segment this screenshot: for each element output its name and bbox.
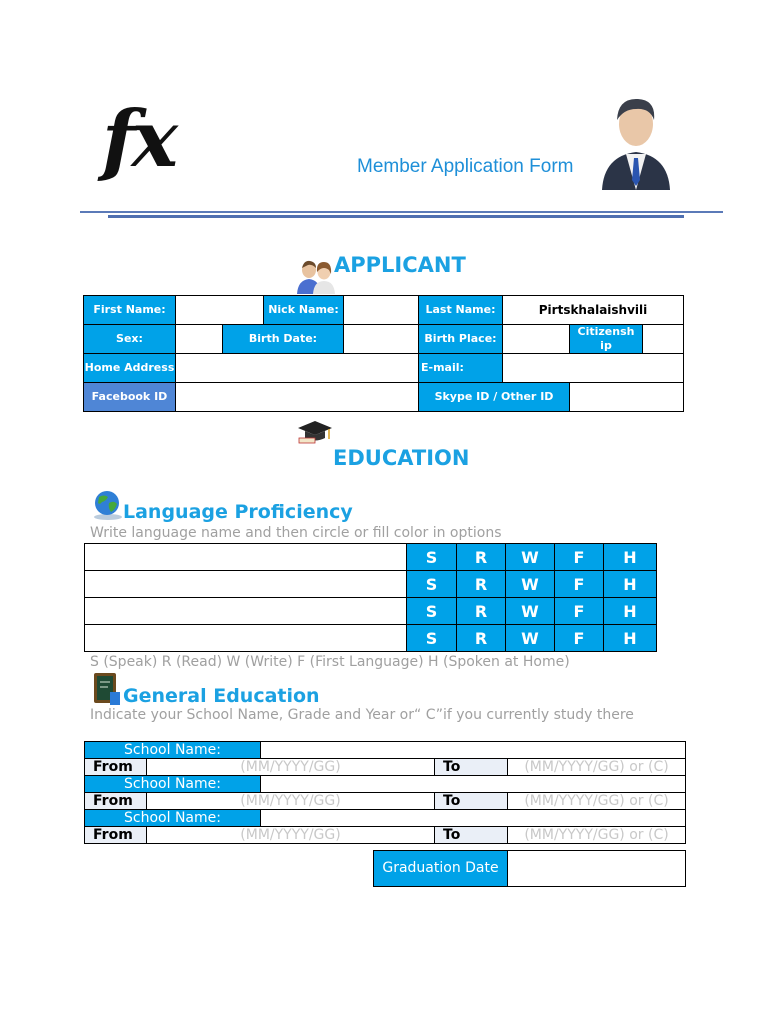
language-name-field[interactable] [85,625,407,652]
option-spoken-at-home[interactable]: H [604,598,657,625]
option-write[interactable]: W [506,625,555,652]
general-education-instruction: Indicate your School Name, Grade and Year or“ C”if you currently study there [90,707,634,723]
language-instruction: Write language name and then circle or fill color in options [90,525,502,541]
header-rule [80,211,723,213]
school-name-field[interactable] [261,742,686,759]
form-title: Member Application Form [357,156,574,177]
language-name-field[interactable] [85,571,407,598]
option-speak[interactable]: S [407,598,457,625]
sex-field[interactable] [176,325,223,354]
graduation-table [373,850,686,887]
citizenship-field[interactable] [643,325,684,354]
option-write[interactable]: W [506,598,555,625]
businessman-icon [596,90,676,190]
option-speak[interactable]: S [407,544,457,571]
first-name-label: First Name: [84,296,176,325]
to-label: To [435,759,508,776]
school-name-label: School Name: [85,776,261,793]
globe-icon [92,490,124,520]
to-label: To [435,827,508,844]
from-date-field[interactable]: (MM/YYYY/GG) [147,827,435,844]
email-field[interactable] [503,354,684,383]
option-first-language[interactable]: F [555,571,604,598]
school-name-field[interactable] [261,810,686,827]
option-write[interactable]: W [506,571,555,598]
graduation-cap-icon [296,418,334,446]
education-heading: EDUCATION [333,446,470,470]
home-address-label: Home Address [84,354,176,383]
language-name-field[interactable] [85,598,407,625]
from-label: From [85,827,147,844]
home-address-field[interactable] [176,354,419,383]
citizenship-label: Citizensh ip [570,325,643,354]
option-speak[interactable]: S [407,571,457,598]
birth-date-label: Birth Date: [223,325,344,354]
option-read[interactable]: R [457,571,506,598]
graduation-date-label: Graduation Date [374,851,508,887]
language-table [84,543,657,652]
facebook-id-field[interactable] [176,383,419,412]
general-education-heading: General Education [123,685,320,707]
birth-place-field[interactable] [503,325,570,354]
education-table [84,741,686,844]
skype-id-label: Skype ID / Other ID [419,383,570,412]
option-read[interactable]: R [457,625,506,652]
option-speak[interactable]: S [407,625,457,652]
company-logo: fx [102,94,175,185]
applicant-heading: APPLICANT [334,253,466,277]
option-write[interactable]: W [506,544,555,571]
school-name-label: School Name: [85,742,261,759]
people-icon [296,258,336,294]
from-date-field[interactable]: (MM/YYYY/GG) [147,759,435,776]
birth-place-label: Birth Place: [419,325,503,354]
header-rule-secondary [108,215,684,218]
to-date-field[interactable]: (MM/YYYY/GG) or (C) [508,827,686,844]
option-read[interactable]: R [457,598,506,625]
option-first-language[interactable]: F [555,598,604,625]
from-date-field[interactable]: (MM/YYYY/GG) [147,793,435,810]
option-first-language[interactable]: F [555,544,604,571]
chalkboard-icon [93,672,121,706]
language-name-field[interactable] [85,544,407,571]
last-name-label: Last Name: [419,296,503,325]
option-spoken-at-home[interactable]: H [604,625,657,652]
school-name-label: School Name: [85,810,261,827]
to-label: To [435,793,508,810]
nick-name-label: Nick Name: [264,296,344,325]
first-name-field[interactable] [176,296,264,325]
facebook-id-label: Facebook ID [84,383,176,412]
graduation-date-field[interactable] [508,851,686,887]
to-date-field[interactable]: (MM/YYYY/GG) or (C) [508,793,686,810]
last-name-field[interactable]: Pirtskhalaishvili [503,296,684,325]
birth-date-field[interactable] [344,325,419,354]
from-label: From [85,759,147,776]
option-first-language[interactable]: F [555,625,604,652]
nick-name-field[interactable] [344,296,419,325]
sex-label: Sex: [84,325,176,354]
option-spoken-at-home[interactable]: H [604,571,657,598]
to-date-field[interactable]: (MM/YYYY/GG) or (C) [508,759,686,776]
email-label: E-mail: [419,354,503,383]
option-spoken-at-home[interactable]: H [604,544,657,571]
skype-id-field[interactable] [570,383,684,412]
applicant-table [83,295,684,412]
language-proficiency-heading: Language Proficiency [123,501,353,523]
from-label: From [85,793,147,810]
language-legend: S (Speak) R (Read) W (Write) F (First Language) H (Spoken at Home) [90,654,570,670]
option-read[interactable]: R [457,544,506,571]
school-name-field[interactable] [261,776,686,793]
